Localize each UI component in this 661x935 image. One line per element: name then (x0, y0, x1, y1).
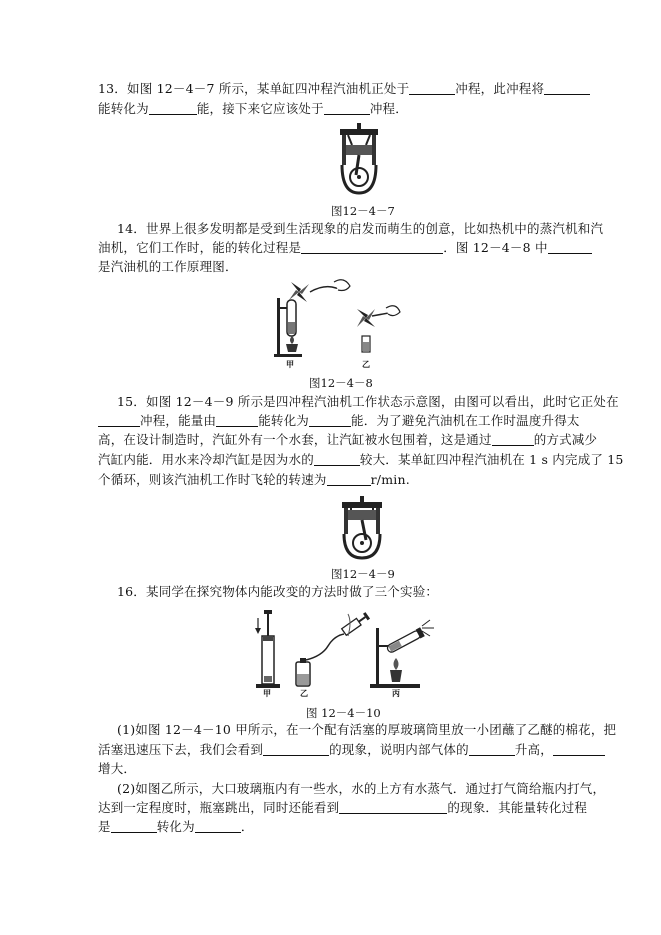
q15-text: 能转化为 (258, 413, 310, 428)
q16-part2-line-2 (98, 798, 588, 818)
q13-blank-stroke[interactable] (409, 81, 455, 95)
q15-line-5 (98, 470, 568, 490)
q14-line-1 (117, 219, 604, 239)
label-yi: 乙 (362, 360, 370, 369)
q16-text: 是 (98, 819, 111, 834)
engine-diagram-12-4-7 (334, 123, 384, 195)
q16-text: 活塞迅速压下去，我们会看到 (98, 742, 264, 757)
q14-line-3 (98, 257, 568, 277)
q15-text: 15．如图 12－4－9 所示是四冲程汽油机工作状态示意图，由图可以看出，此时它正处在 (117, 394, 619, 409)
q16-text: (2)如图乙所示，大口玻璃瓶内有一些水，水的上方有水蒸气．通过打气筒给瓶内打气， (117, 781, 606, 796)
q16-text: 16．某同学在探究物体内能改变的方法时做了三个实验： (117, 584, 439, 599)
figure-caption-12-4-10: 图 12－4－10 (306, 706, 381, 720)
q13-blank-energy-from[interactable] (544, 81, 590, 95)
q15-blank-property[interactable] (314, 452, 360, 466)
q14-blank-figure-choice[interactable] (548, 240, 592, 254)
q16-text: 增大． (98, 761, 137, 776)
figure-caption-12-4-8: 图12－4－8 (309, 376, 373, 390)
label-bing: 丙 (392, 689, 400, 698)
q15-text: 冲程，能量由 (140, 413, 217, 428)
q16-text: ． (240, 819, 254, 834)
q16-blank-increase[interactable] (553, 742, 605, 756)
label-yi: 乙 (300, 689, 308, 698)
figure-caption-12-4-9: 图12－4－9 (331, 567, 395, 581)
q16-part1-line-3 (98, 759, 568, 779)
q16-text: 的现象，说明内部气体的 (329, 742, 469, 757)
q16-text: 的现象．其能量转化过程 (447, 800, 588, 815)
q16-part1-line-2 (98, 740, 568, 760)
q13-text: 能，接下来它应该处于 (196, 101, 324, 116)
q16-text: (1)如图 12－4－10 甲所示，在一个配有活塞的厚玻璃筒里放一小团蘸了乙醚的棉花，把 (117, 722, 617, 737)
q14-text: 是汽油机的工作原理图． (98, 259, 238, 274)
q15-line-1 (117, 392, 619, 412)
q15-line-3 (98, 430, 598, 450)
q15-text: 能．为了避免汽油机在工作时温度升得太 (351, 413, 580, 428)
q15-blank-speed[interactable] (327, 472, 371, 486)
q15-line-4 (98, 450, 624, 470)
q16-blank-energy-from[interactable] (111, 819, 157, 833)
q16-line-1 (117, 582, 587, 602)
q15-text: 较大．某单缸四冲程汽油机在 1 s 内完成了 15 (359, 452, 624, 467)
q13-text: 冲程，此冲程将 (455, 81, 545, 96)
q15-blank-stroke[interactable] (98, 413, 140, 427)
q15-blank-energy-from[interactable] (216, 413, 258, 427)
q14-text: 14．世界上很多发明都是受到生活现象的启发而萌生的创意，比如热机中的蒸汽机和汽 (117, 221, 604, 236)
label-jia: 甲 (286, 360, 294, 369)
q13-text: 13．如图 12－4－7 所示，某单缸四冲程汽油机正处于 (98, 81, 410, 96)
q16-part2-line-1 (117, 779, 606, 799)
q15-text: 高，在设计制造时，汽缸外有一个水套，让汽缸被水包围着，这是通过 (98, 432, 492, 447)
q16-text: 转化为 (156, 819, 195, 834)
q14-blank-energy-conversion[interactable] (301, 240, 443, 254)
q15-blank-energy-to[interactable] (309, 413, 351, 427)
label-jia: 甲 (263, 689, 271, 698)
q15-text: 汽缸内能．用水来冷却汽缸是因为水的 (98, 452, 314, 467)
figure-caption-12-4-7: 图12－4－7 (331, 204, 395, 218)
q16-part2-line-3 (98, 817, 568, 837)
q13-line-1 (98, 79, 568, 99)
q16-blank-phenomenon[interactable] (263, 742, 329, 756)
q15-text: 的方式减少 (533, 432, 598, 447)
q13-text: 能转化为 (98, 101, 149, 116)
q13-blank-energy-to[interactable] (149, 101, 197, 115)
q14-line-2 (98, 238, 568, 258)
q16-blank-energy-to[interactable] (195, 819, 241, 833)
q13-blank-next-stroke[interactable] (324, 101, 370, 115)
q15-text: 个循环，则该汽油机工作时飞轮的转速为 (98, 472, 327, 487)
pinwheel-experiment-diagram-12-4-8 (274, 278, 402, 370)
q16-part1-line-1 (117, 720, 617, 740)
q14-text: ．图 12－4－8 中 (443, 240, 548, 255)
q13-line-2 (98, 99, 568, 119)
q16-blank-quantity[interactable] (469, 742, 515, 756)
q16-text: 升高， (514, 742, 553, 757)
energy-experiments-diagram-12-4-10 (252, 606, 436, 698)
q14-text: 油机，它们工作时，能的转化过程是 (98, 240, 302, 255)
q13-text: 冲程． (369, 101, 408, 116)
q15-line-2 (98, 411, 580, 431)
q15-text: r/min. (370, 472, 410, 487)
q15-blank-method[interactable] (492, 432, 534, 446)
q16-text: 达到一定程度时，瓶塞跳出，同时还能看到 (98, 800, 340, 815)
q16-blank-observed[interactable] (339, 800, 447, 814)
engine-diagram-12-4-9 (336, 496, 388, 560)
